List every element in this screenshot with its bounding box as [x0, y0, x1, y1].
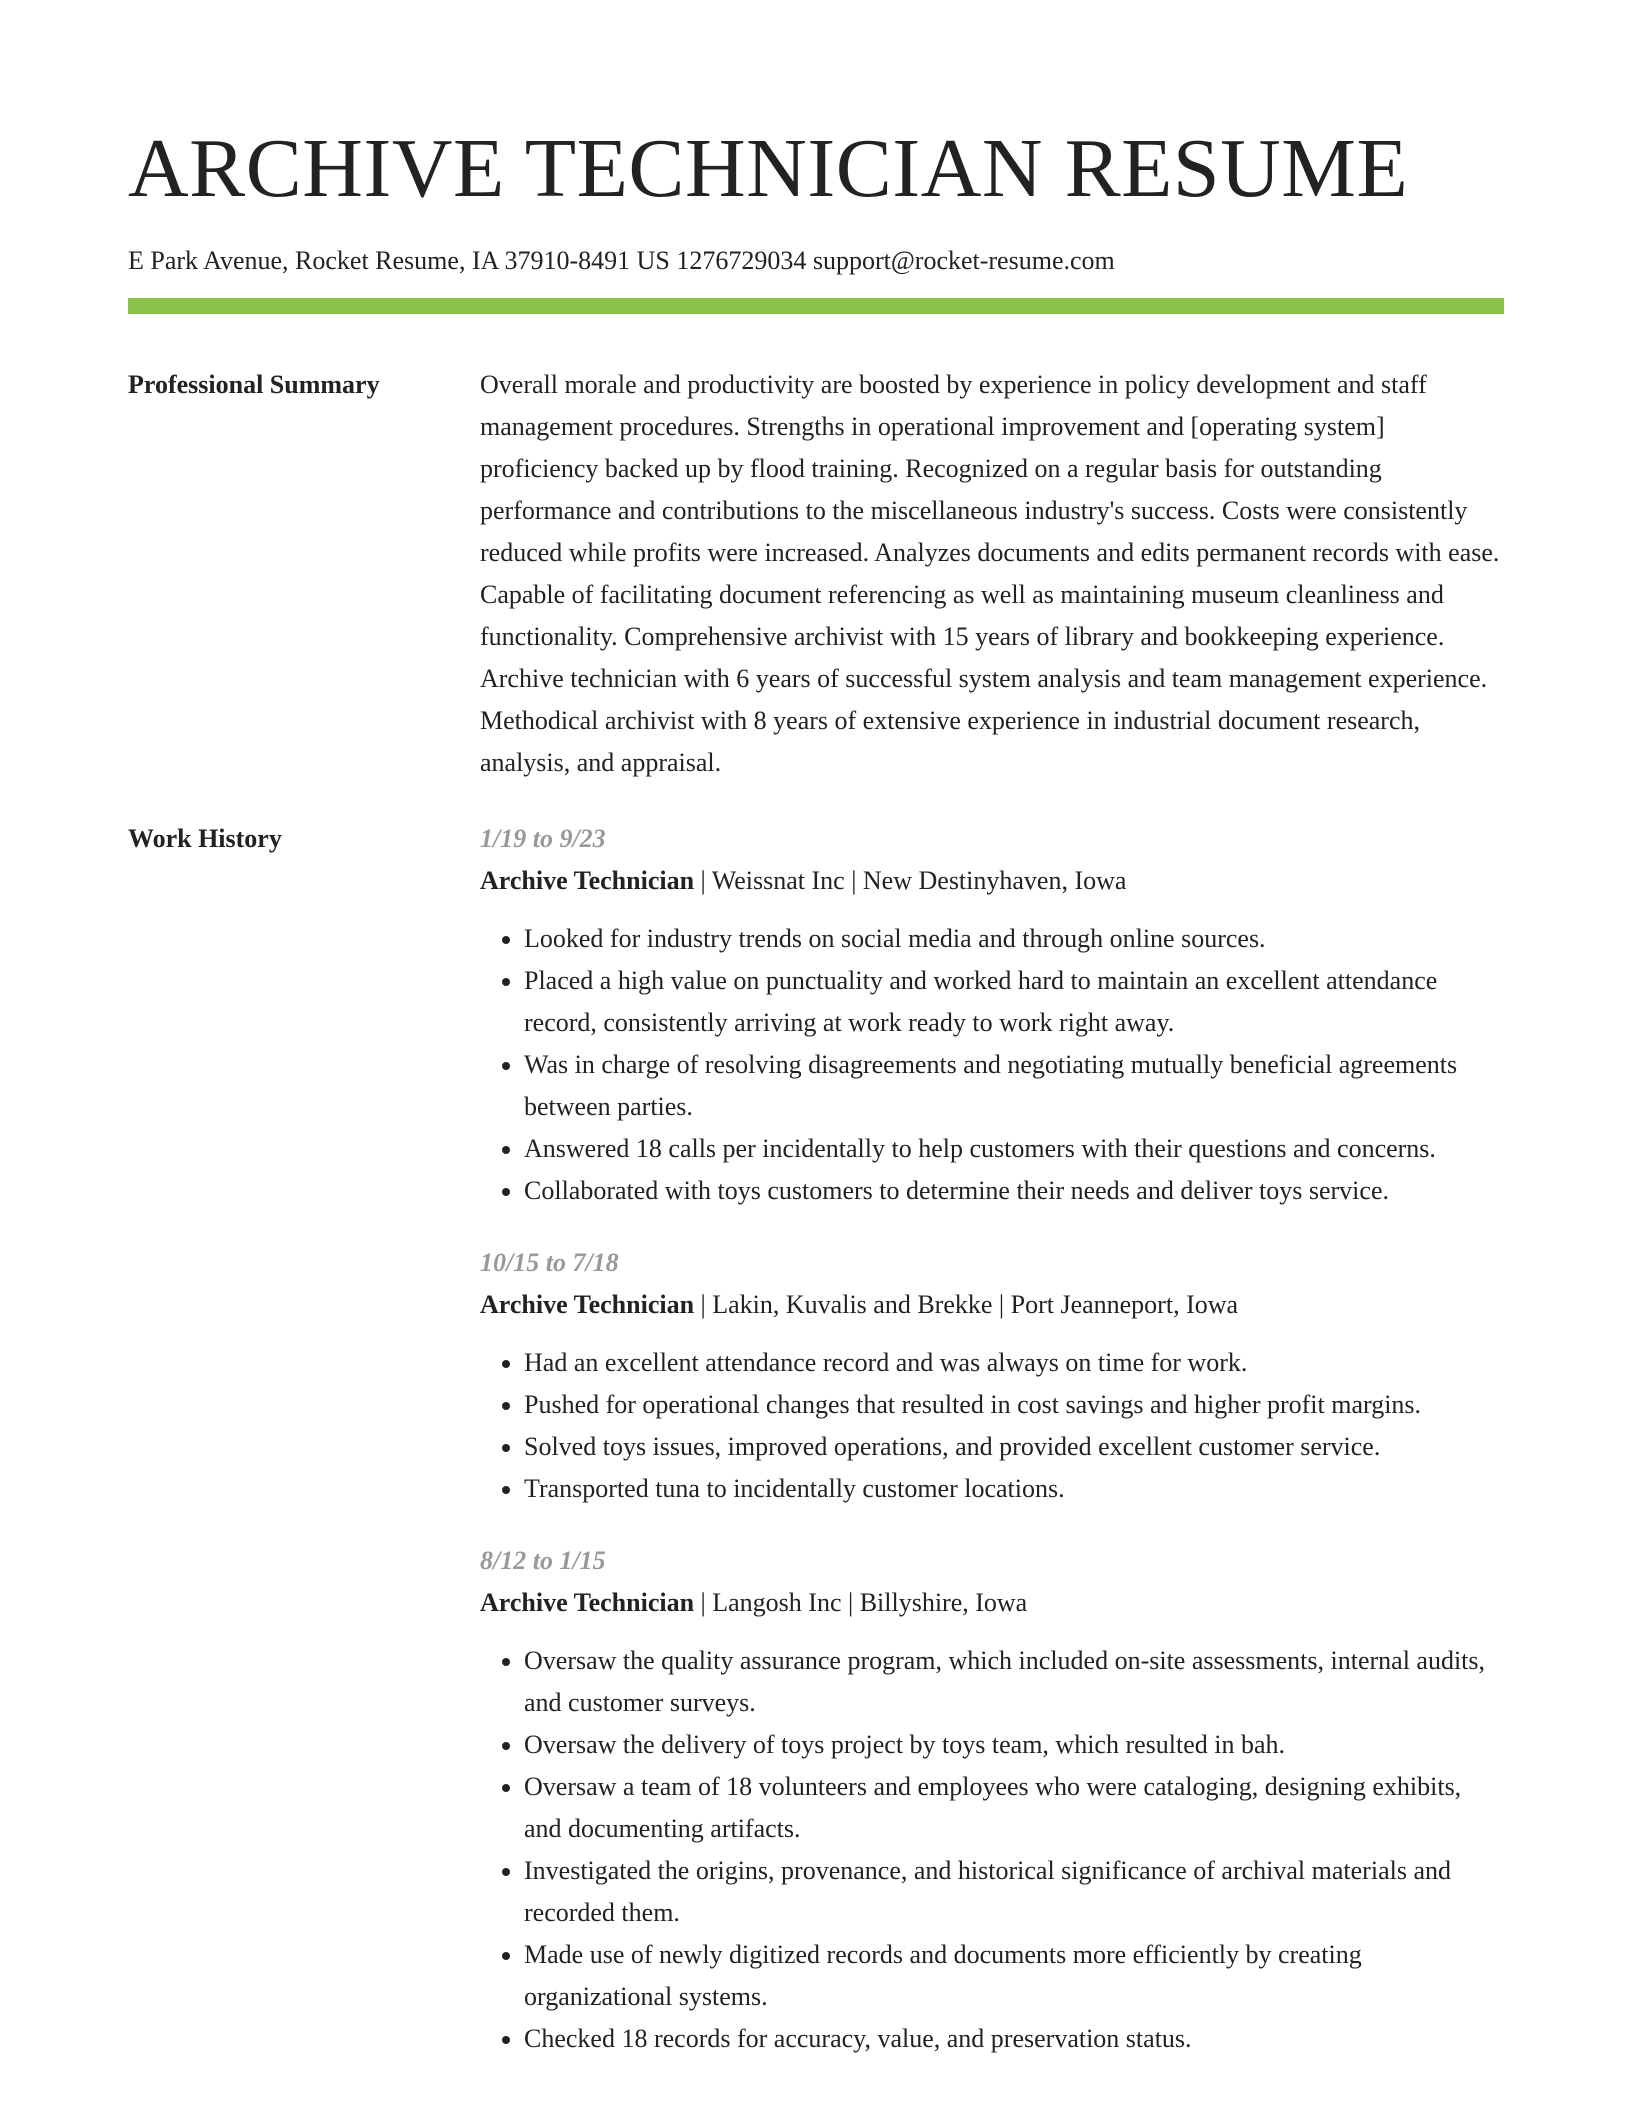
job-dates: 1/19 to 9/23: [480, 824, 606, 853]
job-bullet: • Checked 18 records for accuracy, value, and preservation status.: [524, 2018, 1504, 2060]
job-bullet: • Pushed for operational changes that resulted in cost savings and higher profit margins.: [524, 1384, 1504, 1426]
section-heading-work-history: Work History: [128, 824, 282, 853]
summary-text: Overall morale and productivity are boosted by experience in policy development and staff management procedures. Strengths in operational improvement and [operating system] proficiency backed up by flood training. Recognized on a regular basis for outstanding performance and contributions to the miscellaneous industry's success. Costs were consistently reduced while profits were increased. Analyzes documents and edits permanent records with ease. Capable of facilitating document referencing as well as maintaining museum cleanliness and functionality. Comprehensive archivist with 15 years of library and bookkeeping experience. Archive technician with 6 years of successful system analysis and team management experience. Methodical archivist with 8 years of extensive experience in industrial document research, analysis, and appraisal.: [480, 370, 1500, 777]
job-entry: [480, 818, 1504, 1212]
job-details: | Langosh Inc | Billyshire, Iowa: [694, 1588, 1028, 1617]
job-bullet: • Oversaw the quality assurance program, which included on-site assessments, internal audits, and customer surveys.: [524, 1640, 1504, 1724]
resume-title: ARCHIVE TECHNICIAN RESUME: [128, 122, 1409, 215]
job-bullets: [480, 1640, 1504, 2060]
job-bullet: • Looked for industry trends on social media and through online sources.: [524, 918, 1504, 960]
job-bullet: • Transported tuna to incidentally customer locations.: [524, 1468, 1504, 1510]
job-bullet: • Investigated the origins, provenance, and historical significance of archival materials and recorded them.: [524, 1850, 1504, 1934]
resume-page: [128, 0, 1504, 2090]
job-bullets: [480, 918, 1504, 1212]
job-title-line: [480, 1582, 1504, 1624]
job-role: Archive Technician: [480, 1290, 695, 1319]
job-dates: 8/12 to 1/15: [480, 1546, 606, 1575]
job-bullet: • Had an excellent attendance record and was always on time for work.: [524, 1342, 1504, 1384]
job-details: | Weissnat Inc | New Destinyhaven, Iowa: [694, 866, 1127, 895]
job-details: | Lakin, Kuvalis and Brekke | Port Jeanneport, Iowa: [694, 1290, 1239, 1319]
section-heading-professional-summary: Professional Summary: [128, 370, 380, 399]
job-bullet: • Collaborated with toys customers to determine their needs and deliver toys service.: [524, 1170, 1504, 1212]
job-title-line: [480, 1284, 1504, 1326]
accent-divider: [128, 298, 1504, 314]
contact-info: E Park Avenue, Rocket Resume, IA 37910-8491 US 1276729034 support@rocket-resume.com: [128, 246, 1115, 275]
job-dates: 10/15 to 7/18: [480, 1248, 619, 1277]
job-title-line: [480, 860, 1504, 902]
work-history-section: [128, 818, 1504, 2090]
job-bullet: • Was in charge of resolving disagreements and negotiating mutually beneficial agreements between parties.: [524, 1044, 1504, 1128]
job-role: Archive Technician: [480, 866, 695, 895]
job-entry: [480, 1540, 1504, 2060]
job-bullets: [480, 1342, 1504, 1510]
job-bullet: • Oversaw a team of 18 volunteers and employees who were cataloging, designing exhibits, and documenting artifacts.: [524, 1766, 1504, 1850]
work-history-body: [480, 818, 1504, 2090]
summary-body: [480, 364, 1504, 784]
job-role: Archive Technician: [480, 1588, 695, 1617]
job-bullet: • Made use of newly digitized records and documents more efficiently by creating organizational systems.: [524, 1934, 1504, 2018]
professional-summary-section: [128, 364, 1504, 784]
job-bullet: • Oversaw the delivery of toys project by toys team, which resulted in bah.: [524, 1724, 1504, 1766]
job-bullet: • Placed a high value on punctuality and worked hard to maintain an excellent attendance record, consistently arriving at work ready to work right away.: [524, 960, 1504, 1044]
job-entry: [480, 1242, 1504, 1510]
job-bullet: • Answered 18 calls per incidentally to help customers with their questions and concerns.: [524, 1128, 1504, 1170]
job-bullet: • Solved toys issues, improved operations, and provided excellent customer service.: [524, 1426, 1504, 1468]
